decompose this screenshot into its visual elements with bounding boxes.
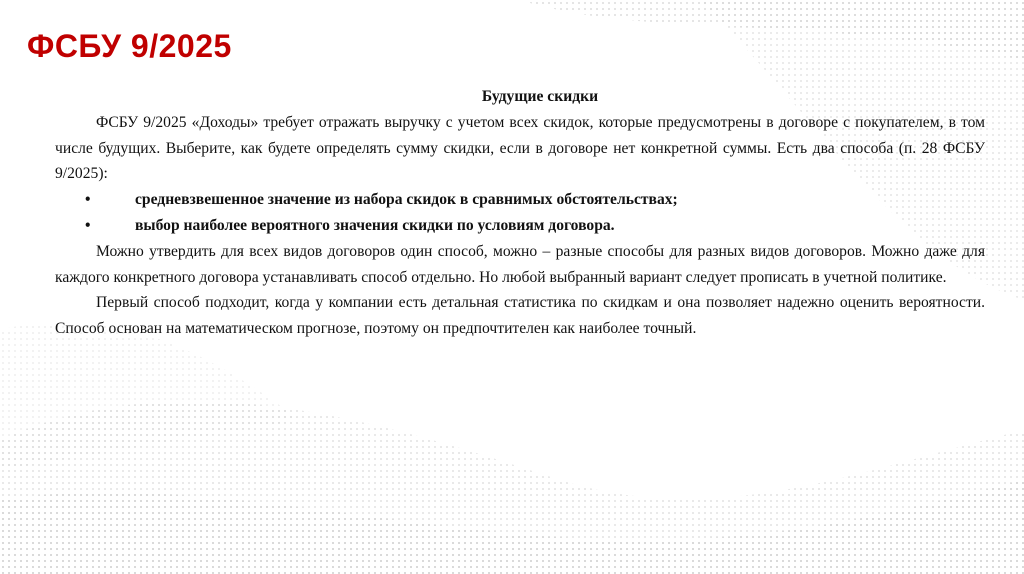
section-heading: Будущие скидки xyxy=(481,88,599,105)
list-item xyxy=(55,213,985,239)
methods-list xyxy=(55,187,985,239)
policy-paragraph: Можно утвердить для всех видов договоров один способ, можно – разные способы для разных видов договоров. Можно даже для каждого конкретного договора устанавливать способ отдельно. Но любой выбранный вариант следует прописать в учетной политике. xyxy=(55,242,985,286)
bullet-icon: • xyxy=(85,216,91,234)
list-item-text: средневзвешенное значение из набора скидок в сравнимых обстоятельствах; xyxy=(135,191,678,209)
slide-body xyxy=(55,84,985,342)
method-paragraph: Первый способ подходит, когда у компании есть детальная статистика по скидкам и она позволяет надежно оценить вероятности. Способ основан на математическом прогнозе, поэтому он предпочтителен как наиболее точный. xyxy=(55,294,985,338)
list-item-text: выбор наиболее вероятного значения скидки по условиям договора. xyxy=(135,216,615,234)
list-item xyxy=(55,187,985,213)
slide-title: ФСБУ 9/2025 xyxy=(27,28,232,64)
intro-paragraph: ФСБУ 9/2025 «Доходы» требует отражать выручку с учетом всех скидок, которые предусмотрены в договоре с покупателем, в том числе будущих. Выберите, как будете определять сумму скидки, если в договоре нет конкретной суммы. Есть два способа (п. 28 ФСБУ 9/2025): xyxy=(55,113,985,183)
bullet-icon: • xyxy=(85,191,91,209)
